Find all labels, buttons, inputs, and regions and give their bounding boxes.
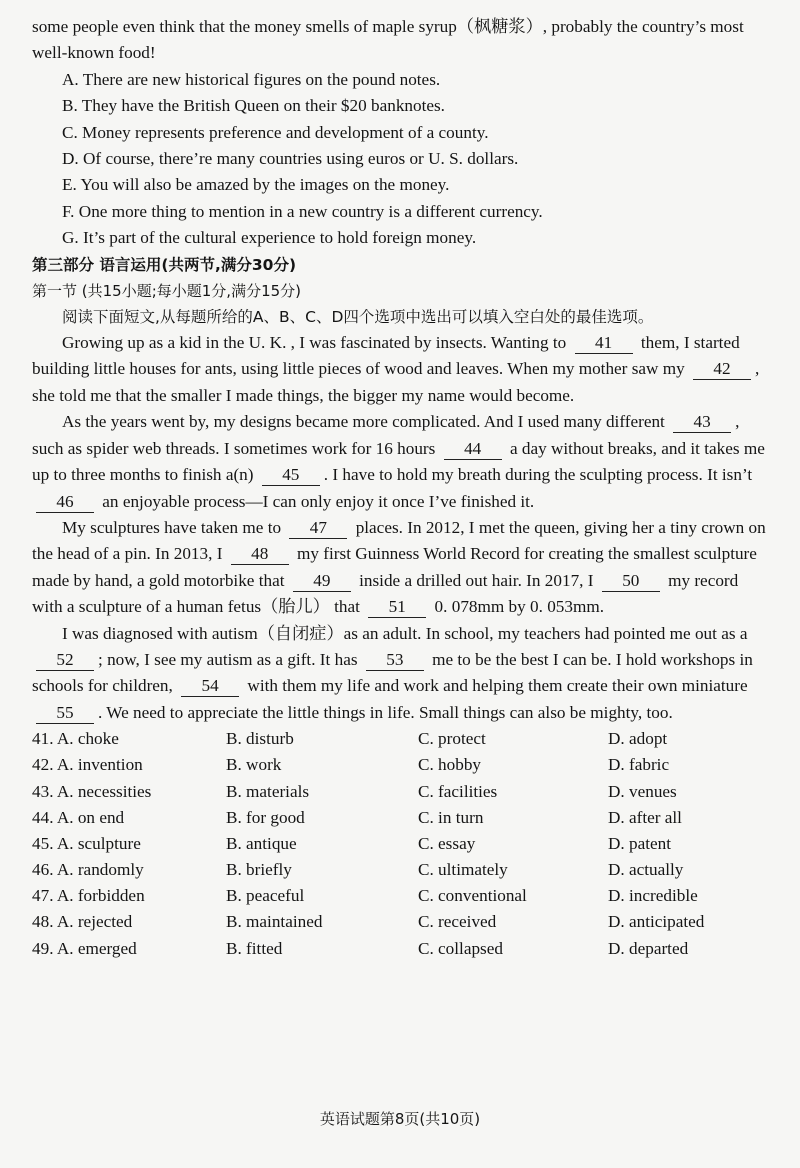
choice-c: C. essay <box>418 833 476 853</box>
blank-49: 49 <box>293 571 351 592</box>
text: inside a drilled out hair. In 2017, I <box>359 570 594 590</box>
text: , she told me that the smaller I made things, the bigger my name would become. <box>32 359 760 405</box>
text: places. In 2012, I met the queen, giving her a tiny crown on the head of a pin. In 2013, I <box>32 517 766 564</box>
choice-d: D. after all <box>608 807 682 827</box>
text: my record with a sculpture of a human fetus（胎儿） that <box>32 570 739 617</box>
choice-row-42 <box>32 752 772 778</box>
choice-d: D. anticipated <box>608 912 705 932</box>
choice-c: C. in turn <box>418 807 484 827</box>
choice-b: B. maintained <box>226 912 323 932</box>
choice-d: D. venues <box>608 781 677 801</box>
text: with them my life and work and helping them create their own miniature <box>247 676 748 696</box>
text: them, I started building little houses for ants, using little pieces of wood and leaves. When my mother saw my <box>32 333 740 379</box>
blank-51: 51 <box>368 597 426 618</box>
choice-b: B. briefly <box>226 860 292 880</box>
option-g: G. It’s part of the cultural experience to hold foreign money. <box>62 228 477 248</box>
blank-47: 47 <box>289 518 347 539</box>
choice-c: C. facilities <box>418 781 498 801</box>
page-content <box>32 14 772 962</box>
choice-table <box>32 726 772 962</box>
choice-b: B. antique <box>226 833 297 853</box>
option-d: D. Of course, there’re many countries using euros or U. S. dollars. <box>62 149 519 169</box>
cloze-paragraph-2 <box>32 409 772 515</box>
choice-a: 43. A. necessities <box>32 781 152 801</box>
blank-43: 43 <box>673 412 731 433</box>
text: me to be the best I can be. I hold workshops in schools for children, <box>32 649 753 696</box>
text: As the years went by, my designs became more complicated. And I used many different <box>62 412 665 432</box>
choice-b: B. peaceful <box>226 886 305 906</box>
choice-a: 49. A. emerged <box>32 938 137 958</box>
choice-row-47 <box>32 883 772 909</box>
choice-a: 42. A. invention <box>32 755 143 775</box>
blank-50: 50 <box>602 571 660 592</box>
choice-row-44 <box>32 805 772 831</box>
choice-row-41 <box>32 726 772 752</box>
cloze-paragraph-4 <box>32 621 772 727</box>
part-title: 第三部分 语言运用(共两节,满分30分) <box>32 255 297 274</box>
text: , such as spider web threads. I sometimes work for 16 hours <box>32 412 740 458</box>
choice-a: 48. A. rejected <box>32 912 133 932</box>
option-c: C. Money represents preference and development of a county. <box>62 122 489 142</box>
page-footer: 英语试题第8页(共10页) <box>319 1110 481 1128</box>
blank-52: 52 <box>36 650 94 671</box>
option-f: F. One more thing to mention in a new country is a different currency. <box>62 201 543 221</box>
text: . I have to hold my breath during the sculpting process. It isn’t <box>323 465 753 485</box>
choice-a: 46. A. randomly <box>32 860 144 880</box>
choice-d: D. incredible <box>608 886 698 906</box>
choice-b: B. materials <box>226 781 310 801</box>
option-b: B. They have the British Queen on their $20 banknotes. <box>62 96 445 116</box>
blank-45: 45 <box>262 465 320 486</box>
text: . We need to appreciate the little things in life. Small things can also be mighty, too. <box>98 702 673 722</box>
blank-55: 55 <box>36 703 94 724</box>
blank-54: 54 <box>181 676 239 697</box>
choice-a: 44. A. on end <box>32 807 125 827</box>
choice-b: B. work <box>226 755 282 775</box>
cloze-paragraph-3 <box>32 515 772 621</box>
blank-42: 42 <box>693 359 751 380</box>
choice-b: B. for good <box>226 807 305 827</box>
text: 0. 078mm by 0. 053mm. <box>434 597 605 617</box>
text: My sculptures have taken me to <box>62 517 282 537</box>
choice-d: D. actually <box>608 860 684 880</box>
choice-row-45 <box>32 831 772 857</box>
choice-b: B. fitted <box>226 938 283 958</box>
choice-c: C. protect <box>418 729 486 749</box>
choice-c: C. conventional <box>418 886 527 906</box>
choice-c: C. ultimately <box>418 860 508 880</box>
choice-row-48 <box>32 909 772 935</box>
option-e: E. You will also be amazed by the images on the money. <box>62 175 450 195</box>
text: a day without breaks, and it takes me up to three months to finish a(n) <box>32 438 765 485</box>
text: Growing up as a kid in the U. K. , I was fascinated by insects. Wanting to <box>62 333 567 353</box>
text: my first Guinness World Record for creating the smallest sculpture made by hand, a gold motorbike that <box>32 544 757 590</box>
choice-d: D. fabric <box>608 755 670 775</box>
cloze-paragraph-1 <box>32 330 772 409</box>
blank-41: 41 <box>575 333 633 354</box>
choice-a: 45. A. sculpture <box>32 833 141 853</box>
choice-d: D. adopt <box>608 729 668 749</box>
instruction: 阅读下面短文,从每题所给的A、B、C、D四个选项中选出可以填入空白处的最佳选项。 <box>62 307 654 326</box>
choice-row-49 <box>32 936 772 962</box>
choice-d: D. patent <box>608 833 672 853</box>
choice-b: B. disturb <box>226 729 294 749</box>
section-subtitle: 第一节 (共15小题;每小题1分,满分15分) <box>32 281 302 300</box>
passage-continuation: some people even think that the money smells of maple syrup（枫糖浆）, probably the country’s most well-known food! <box>32 17 744 63</box>
choice-c: C. collapsed <box>418 938 503 958</box>
blank-53: 53 <box>366 650 424 671</box>
text: ; now, I see my autism as a gift. It has <box>98 649 358 669</box>
choice-row-43 <box>32 779 772 805</box>
choice-a: 41. A. choke <box>32 729 119 749</box>
choice-a: 47. A. forbidden <box>32 886 145 906</box>
blank-44: 44 <box>444 439 502 460</box>
text: an enjoyable process—I can only enjoy it once I’ve finished it. <box>102 491 535 511</box>
blank-48: 48 <box>231 544 289 565</box>
choice-d: D. departed <box>608 938 689 958</box>
choice-row-46 <box>32 857 772 883</box>
choice-c: C. hobby <box>418 755 482 775</box>
blank-46: 46 <box>36 492 94 513</box>
choice-c: C. received <box>418 912 497 932</box>
option-a: A. There are new historical figures on the pound notes. <box>62 69 441 89</box>
text: I was diagnosed with autism（自闭症）as an adult. In school, my teachers had pointed me out as a <box>62 623 748 643</box>
